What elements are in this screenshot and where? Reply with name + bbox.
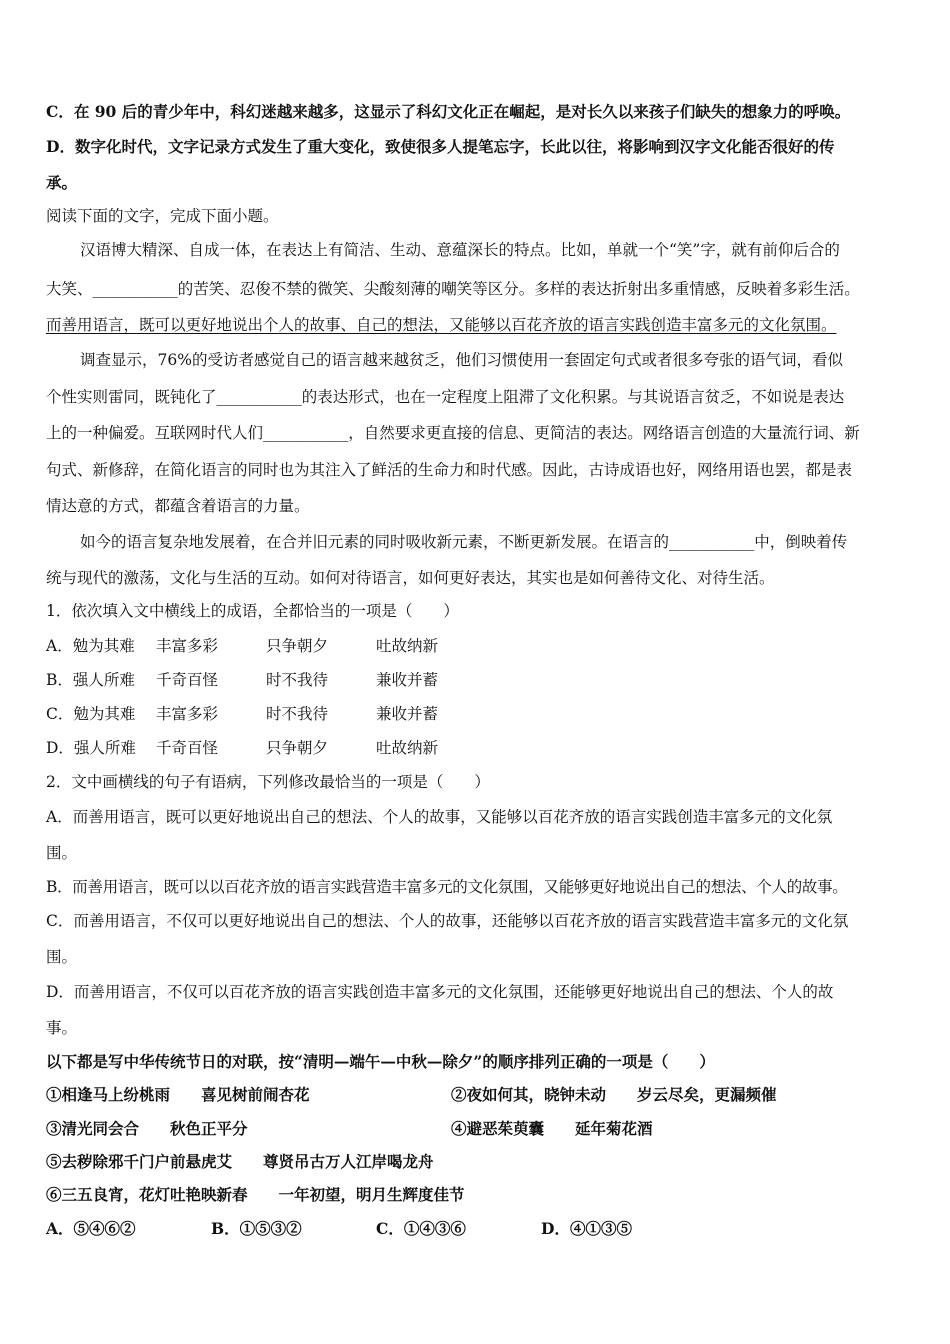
prev-option-c: C．在 90 后的青少年中，科幻迷越来越多，这显示了科幻文化正在崛起，是对长久以来孩子们缺失的想象力的呼唤。 <box>46 102 851 121</box>
couplet-5: ⑤去秽除邪千门户前悬虎艾 尊贤吊古万人江岸喝龙舟 <box>46 1152 434 1171</box>
couplet-4: ④避恶茱萸囊 延年菊花酒 <box>451 1119 653 1138</box>
q1-c-word1: C．勉为其难 <box>46 705 136 723</box>
q2-option-a-line1[interactable]: A．而善用语言，既可以更好地说出自己的想法、个人的故事，又能够以百花齐放的语言实践创造丰富多元的文化氛 <box>46 808 833 826</box>
passage-p2-line5: 情达意的方式，都蕴含着语言的力量。 <box>46 497 310 515</box>
passage-p1-line2: 大笑、___________的苦笑、忍俊不禁的微笑、尖酸刻薄的嘲笑等区分。多样的表达折射出多重情感，反映着多彩生活。 <box>46 280 860 298</box>
question-2-stem: 2．文中画横线的句子有语病，下列修改最恰当的一项是（ ） <box>46 773 490 791</box>
q2-option-c-line1[interactable]: C．而善用语言，不仅可以更好地说出自己的想法、个人的故事，还能够以百花齐放的语言实践营造丰富多元的文化氛 <box>46 912 849 930</box>
couplet-1: ①相逢马上纷桃雨 喜见树前闹杏花 <box>46 1085 310 1104</box>
passage-p1-line1: 汉语博大精深、自成一体，在表达上有简洁、生动、意蕴深长的特点。比如，单就一个“笑”字，就有前仰后合的 <box>80 241 840 259</box>
q1-b-word4: 兼收并蓄 <box>376 671 439 689</box>
reading-instruction: 阅读下面的文字，完成下面小题。 <box>46 207 279 225</box>
passage-underlined-sentence: 而善用语言，既可以更好地说出个人的故事、自己的想法，又能够以百花齐放的语言实践创造丰富多元的文化氛围。 <box>46 316 837 334</box>
prev-option-d-line2: 承。 <box>46 173 78 192</box>
q2-option-c-line2: 围。 <box>46 948 78 966</box>
q1-option-a[interactable] <box>46 636 438 656</box>
couplet-6: ⑥三五良宵，花灯吐艳映新春 一年初望，明月生辉度佳节 <box>46 1185 465 1204</box>
q1-option-d[interactable] <box>46 738 438 758</box>
q1-c-word2: 丰富多彩 <box>156 705 219 723</box>
q1-a-word3: 只争朝夕 <box>266 637 329 655</box>
q1-c-word3: 时不我待 <box>266 705 329 723</box>
couplet-3: ③清光同会合 秋色正平分 <box>46 1119 248 1138</box>
q2-option-d-line1[interactable]: D．而善用语言，不仅可以百花齐放的语言实践创造丰富多元的文化氛围，还能够更好地说出自己的想法、个人的故 <box>46 983 834 1001</box>
passage-p3-line1: 如今的语言复杂地发展着，在合并旧元素的同时吸收新元素，不断更新发展。在语言的___________中，倒映着传 <box>80 533 848 551</box>
q1-a-word1: A．勉为其难 <box>46 637 135 655</box>
q3-answer-d[interactable]: D．④①③⑤ <box>541 1219 632 1238</box>
passage-p2-line4: 句式、新修辞，在简化语言的同时也为其注入了鲜活的生命力和时代感。因此，古诗成语也好，网络用语也罢，都是表 <box>46 461 853 479</box>
passage-p2-line3: 上的一种偏爱。互联网时代人们___________，自然要求更直接的信息、更简洁的表达。网络语言创造的大量流行词、新 <box>46 424 860 442</box>
q1-b-word2: 千奇百怪 <box>156 671 219 689</box>
q3-answer-row <box>46 1219 706 1239</box>
q3-answer-b[interactable]: B．①⑤③② <box>211 1219 302 1238</box>
couplet-row-2 <box>46 1119 653 1139</box>
q3-answer-c[interactable]: C．①④③⑥ <box>376 1219 466 1238</box>
passage-p2-line1: 调查显示，76%的受访者感觉自己的语言越来越贫乏，他们习惯使用一套固定句式或者很多夸张的语气词，看似 <box>80 351 843 369</box>
q1-d-word1: D．强人所难 <box>46 739 136 757</box>
q2-option-a-line2: 围。 <box>46 844 78 862</box>
prev-option-d-line1: D．数字化时代，文字记录方式发生了重大变化，致使很多人提笔忘字，长此以往，将影响到汉字文化能否很好的传 <box>46 137 835 156</box>
q1-b-word3: 时不我待 <box>266 671 329 689</box>
couplet-row-1 <box>46 1085 777 1105</box>
q1-option-c[interactable] <box>46 704 438 724</box>
question-1-stem: 1．依次填入文中横线上的成语，全都恰当的一项是（ ） <box>46 602 459 620</box>
q1-d-word4: 吐故纳新 <box>376 739 439 757</box>
q1-option-b[interactable] <box>46 670 438 690</box>
q1-a-word2: 丰富多彩 <box>156 637 219 655</box>
q1-d-word3: 只争朝夕 <box>266 739 329 757</box>
q1-c-word4: 兼收并蓄 <box>376 705 439 723</box>
q1-d-word2: 千奇百怪 <box>156 739 219 757</box>
q1-a-word4: 吐故纳新 <box>376 637 439 655</box>
q2-option-b[interactable]: B．而善用语言，既可以以百花齐放的语言实践营造丰富多元的文化氛围，又能够更好地说出自己的想法、个人的故事。 <box>46 878 848 896</box>
couplet-2: ②夜如何其，晓钟未动 岁云尽矣，更漏频催 <box>451 1085 777 1104</box>
question-3-stem: 以下都是写中华传统节日的对联，按“清明—端午—中秋—除夕”的顺序排列正确的一项是（ ） <box>46 1052 715 1071</box>
q1-b-word1: B．强人所难 <box>46 671 135 689</box>
passage-p3-line2: 统与现代的激荡，文化与生活的互动。如何对待语言，如何更好表达，其实也是如何善待文化、对待生活。 <box>46 569 775 587</box>
passage-p2-line2: 个性实则雷同，既钝化了___________的表达形式，也在一定程度上阻滞了文化积累。与其说语言贫乏，不如说是表达 <box>46 388 845 406</box>
q3-answer-a[interactable]: A．⑤④⑥② <box>46 1219 136 1238</box>
q2-option-d-line2: 事。 <box>46 1019 78 1037</box>
